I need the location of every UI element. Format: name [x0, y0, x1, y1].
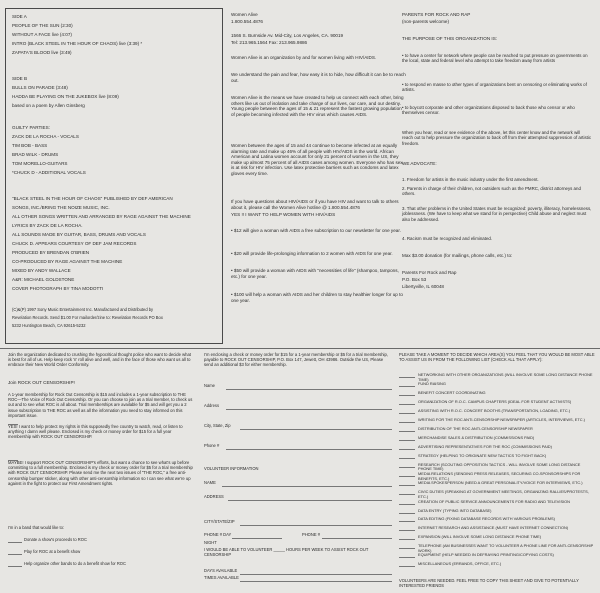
side-b-heading: SIDE B — [12, 76, 28, 81]
pmrr-address-line: Parents For Rock and Rap — [402, 270, 457, 275]
checklist-item-label: DATA EDITING (FIXING DATABASE RECORDS WITH VARIOUS PROBLEMS) — [418, 516, 555, 522]
women-alive-paragraph: If you have questions about HIV/AIDS or if you have HIV and want to talk to others about it, please call the Women Alive hotline @ 1.800.554.4876 — [231, 199, 399, 210]
checkbox-blank-line[interactable] — [399, 386, 415, 387]
checklist-intro: PLEASE TAKE A MOMENT TO DECIDE WHICH AREA(S) YOU FEEL THAT YOU WOULD BE MOST ABLE TO ASSIST US IN FROM THE FOLLOWING LIST (CHECK ALL THAT APPLY): — [399, 352, 595, 362]
address-input-line[interactable] — [226, 409, 392, 410]
checkbox-blank-line[interactable] — [399, 504, 415, 505]
women-alive-paragraph: We understand the pain and fear, how easy it is to hide, how difficult it can be to reach out. — [231, 72, 406, 83]
legal-line: Revelation Records. Send $1.00 For mailorder/zine to: Revelation Records PO Box — [12, 315, 163, 320]
form-field-label: Name — [204, 383, 215, 388]
pmrr-advocate-heading: WE ADVOCATE: — [402, 161, 437, 166]
pmrr-advocate-point: 4. Racism must be recognized and eliminated. — [402, 236, 493, 241]
donation-option: • $100 will help a woman with AIDS and her children to stay healthier longer for up to one year. — [231, 292, 403, 303]
band-checkbox-line[interactable] — [8, 554, 22, 555]
checkbox-blank-line[interactable] — [399, 431, 415, 432]
checkbox-blank-line[interactable] — [399, 539, 415, 540]
checkbox-blank-line[interactable] — [399, 566, 415, 567]
side-a-heading: SIDE A — [12, 14, 27, 19]
pmrr-donation-note: Max $3.00 donation (for mailings, phone calls, etc.) to: — [402, 253, 513, 258]
donation-option: • $50 will provide a woman with AIDS with "necessities of life" (shampoo, tampons, etc.) for one year. — [231, 268, 399, 279]
women-alive-phone: 1.800.554.4876 — [231, 19, 263, 24]
checklist-item-label: BENEFIT CONCERT COORDINATING — [418, 390, 486, 396]
form-field-label: City, State, Zip — [204, 423, 231, 428]
checkbox-blank-line[interactable] — [399, 440, 415, 441]
pmrr-subtitle: (non-parents welcome) — [402, 19, 449, 24]
roc-band-heading: I'm in a band that would like to: — [8, 525, 65, 530]
donation-option: • $12 will give a woman with AIDS a free subscription to our newsletter for one year. — [231, 228, 401, 233]
checklist-item-label: ASSISTING WITH R.O.C. CONCERT BOOTHS (TRANSPORTATION, LOADING, ETC.) — [418, 408, 571, 413]
credit-line: SONGS, INC./BRING THE NOIZE MUSIC, INC. — [12, 205, 110, 210]
checkbox-blank-line[interactable] — [399, 395, 415, 396]
roc-membership-paragraph: A 1-year membership for Rock Out Censorship is $15 and includes a 1-year subscription to THE ROC—The Voice of Rock Out Censorship. Or you can choose to join as a trial member, to check us out and to see what ROC is all about. Trial memberships are available for $5 and will get you a 2 issue subscription to THE ROC as well as all the information you need to stay informed on this important issue. — [8, 392, 193, 418]
phone-input-line[interactable] — [226, 449, 392, 450]
checklist-closing: VOLUNTEERS ARE NEEDED. FEEL FREE TO COPY THIS SHEET AND GIVE TO POTENTIALLY INTERESTED FRIENDS — [399, 578, 579, 588]
roc-join-heading: Join ROCK OUT CENSORSHIP! — [8, 380, 75, 385]
credit-line: A&R: MICHAEL GOLDSTONE — [12, 277, 75, 282]
pmrr-advocate-point: 3. That other problems in the United States must be recognized: poverty, illiteracy, homelessness, joblessness. (We have to keep what we stand for in perspective) Child abuse and neglect must also be addressed. — [402, 206, 592, 222]
checklist-item-label: WRITING FOR THE ROC ANTI-CENSORSHIP NEWSPAPER (ARTICLES, INTERVIEWS, ETC.) — [418, 416, 585, 422]
credit-line: ALL OTHER SONGS WRITTEN AND ARRANGED BY RAGE AGAINST THE MACHINE — [12, 214, 191, 219]
times-input-line[interactable] — [240, 581, 392, 582]
credit-line: COVER PHOTOGRAPH BY TINA MODOTTI — [12, 286, 104, 291]
name-input-line[interactable] — [226, 389, 392, 390]
checklist-item-label: CREATION OF PUBLIC SERVICE ANNOUNCEMENTS FOR RADIO AND TELEVISION — [418, 498, 570, 504]
roc-intro: Join the organization dedicated to crushing the hypocritical thought police who want to decide what is best for all of us. Help keep rock 'n' roll alive and well, and in the face of those who want us all to embrace their New World Order Conformity. — [8, 352, 191, 368]
track-note: based on a poem by Allen Ginsberg — [12, 103, 85, 108]
volunteer-field-label: PHONE # — [302, 532, 320, 537]
checkbox-blank-line[interactable] — [399, 485, 415, 486]
band-checkbox-line[interactable] — [8, 566, 22, 567]
volunteer-field-label: CITY/STATE/ZIP — [204, 519, 235, 524]
checklist-item-label: MEDIA RELATIONS (SENDING PRESS RELEASES, SECURING CO-SPONSORSHIPS FOR BENEFITS, ETC.) — [418, 471, 581, 481]
volunteer-address-input[interactable] — [228, 500, 392, 501]
checklist-item-label: DATA ENTRY (TYPING INTO DATABASE) — [418, 507, 492, 513]
checklist-item-label: ORGANIZATION OF R.O.C. CAMPUS CHAPTERS (IDEAL FOR STUDENT ACTIVISTS) — [418, 399, 572, 405]
form-enclosing-note: I'm enclosing a check or money order for $15 for a 1-year membership or $5 for a trial membership, payable to ROCK OUT CENSORSHIP, P.O. Box 147, Jewett, OH 43986. Outside the US, Please send an additional $3 for either membership. — [204, 352, 388, 368]
legal-line: (C)&(P) 1997 Sony Music Entertainment Inc. Manufactured and Distributed by — [12, 307, 154, 312]
women-alive-tel: Tel: 213.965.1564 Fax: 213.965.9886 — [231, 40, 308, 45]
pmrr-advocate-point: 2. Parents in charge of their children, not outsiders such as the PMRC, district attorneys and others. — [402, 186, 581, 197]
track-list-item: INTRO (BLACK STEEL IN THE HOUR OF CHAOS) live (3:39) * — [12, 41, 143, 46]
checkbox-blank-line[interactable] — [399, 449, 415, 450]
band-option: Play for ROC at a benefit show — [24, 549, 81, 554]
credits-box — [5, 8, 223, 344]
pmrr-purpose-point: • to boycott corporate and other organizations disposed to back those who censor or who themselves censor. — [402, 105, 575, 116]
days-input-line[interactable] — [240, 574, 392, 575]
checkbox-blank-line[interactable] — [399, 548, 415, 549]
volunteer-name-input[interactable] — [222, 486, 392, 487]
pmrr-advocate-point: 1. Freedom for artists in the music industry under the first amendment. — [402, 177, 539, 182]
women-alive-yes-line: YES !! I WANT TO HELP WOMEN WITH HIV/AIDS — [231, 212, 336, 217]
women-alive-title: Women Alive — [231, 12, 258, 17]
checklist-item-label: DISTRIBUTION OF THE ROC ANTI-CENSORSHIP NEWSPAPER — [418, 426, 533, 432]
band-option: Donate a show's proceeds to ROC — [24, 537, 87, 542]
credit-line: ALL SOUNDS MADE BY GUITAR, BASS, DRUMS AND VOCALS — [12, 232, 146, 237]
pmrr-address-line: P.O. Box 53 — [402, 277, 427, 282]
checkbox-blank-line[interactable] — [399, 494, 415, 495]
checklist-item-label: TELEPHONE (AM BUSINESSES WANT TO VOLUNTEER A PHONE LINE FOR ANTI-CENSORSHIP WORK) — [418, 543, 594, 553]
credit-line: CHUCK D. APPEARS COURTESY OF DEF JAM RECORDS — [12, 241, 137, 246]
band-member: TIM BOB - BASS — [12, 143, 48, 148]
band-option: Help organize other bands to do a benefit show for ROC — [24, 561, 126, 566]
checklist-item-label: STRATEGY (HELPING TO ORIGINATE NEW TACTICS TO FIGHT BACK) — [418, 452, 547, 458]
checklist-item-label: CIVIC DUTIES (SPEAKING AT GOVERNMENT MEETINGS, ORGANIZING RALLIES/PROTESTS, ETC.) — [418, 489, 589, 499]
band-member: BRAD WILK - DRUMS — [12, 152, 59, 157]
checkbox-blank-line[interactable] — [399, 413, 415, 414]
legal-line: 5232 Huntington Beach, CA 92615-5232 — [12, 323, 86, 328]
track-list-item: HADDA BE PLAYING ON THE JUKEBOX live (8:09) — [12, 94, 119, 99]
form-field-label: Phone # — [204, 443, 220, 448]
pmrr-purpose-point: • to have a center for network where people can be reached to put pressure on governments on the local, state and federal level who attempt to take freedom away from artists — [402, 53, 588, 64]
volunteer-info-heading: VOLUNTEER INFORMATION — [204, 466, 259, 471]
checkbox-blank-line[interactable] — [399, 557, 415, 558]
women-alive-paragraph: Women Alive is an organization by and for women living with HIV/AIDS. — [231, 55, 377, 60]
phone-day-input[interactable] — [232, 538, 282, 539]
band-member: TOM MORELLO-GUITARS — [12, 161, 68, 166]
phone-second-input[interactable] — [322, 538, 392, 539]
checkbox-blank-line[interactable] — [399, 404, 415, 405]
checklist-item-label: NETWORKING WITH OTHER ORGANIZATIONS (WILL INVOLVE SOME LONG DISTANCE PHONE TIME) — [418, 372, 593, 382]
credit-line: PRODUCED BY BRENDAN O'BRIEN — [12, 250, 90, 255]
track-list-item: BULLS ON PARADE (3:48) — [12, 85, 68, 90]
form-field-label: Address — [204, 403, 220, 408]
track-list-item: PEOPLE OF THE SUN (2:30) — [12, 23, 73, 28]
pmrr-address-line: Libertyville, IL 60048 — [402, 284, 444, 289]
pmrr-paragraph: When you hear, read or see evidence of the above, let this center know and the network will reach out to help pressure the organization to back off from their attempted suppression of artistic freedom. — [402, 130, 592, 146]
women-alive-paragraph: Women Alive is the means we have created to help us connect with each other, bring others like us out of isolation and take charge of our lives, our care, and our destiny. Young people between the ages of 15 & 21 represent the fastest growing population of people becoming infected with the HIV virus which causes AIDS. — [231, 95, 404, 117]
roc-maybe-option: MAYBE! I support ROCK OUT CENSORSHIP's efforts, but want a chance to see what's up before committing to a full membership. Enclosed is my check or money order for $5 for a trial membership with ROCK OUT CENSORSHIP. Please send me the next two issues of "THE ROC," a free anti-censorship bumper sticker, along with other anti-censorship information so I can see what we're up against in the fight to protect our First Amendment rights. — [8, 460, 193, 486]
women-alive-paragraph: Women between the ages of 15 and 44 continue to become infected at an equally alarming rate and make up 46% of all people with HIV/AIDS in the world. African American and Latina women account for only 21 percent of women in the US, they make up almost 75 percent of all AIDS cases among women. Everyone who has sex is at risk for HIV infection. Use latex protective barriers such as condoms and latex gloves every time. — [231, 143, 403, 176]
band-member: ZACK DE LA ROCHA - VOCALS — [12, 134, 79, 139]
band-member: *CHUCK D - ADDITIONAL VOCALS — [12, 170, 86, 175]
checklist-item-label: INTERNET RESEARCH AND ASSISTANCE (MUST HAVE INTERNET CONNECTION) — [418, 525, 569, 531]
volunteer-field-label: TIMES AVAILABLE — [204, 575, 239, 580]
pmrr-purpose-point: • to respond en masse to other types of organizations bent on censoring or eliminating works of artists. — [402, 82, 587, 93]
checkbox-blank-line[interactable] — [399, 467, 415, 468]
checklist-item-label: ADVERTISING REPRESENTATIVES FOR THE ROC (COMMISSIONS PAID) — [418, 444, 552, 449]
credit-line: MIXED BY ANDY WALLACE — [12, 268, 71, 273]
guilty-parties-heading: GUILTY PARTIES: — [12, 125, 50, 130]
pmrr-purpose-heading: THE PURPOSE OF THIS ORGANIZATION IS: — [402, 36, 498, 41]
checklist-item-label: MEDIA SPOKESPERSON (NEED A GREAT PERSONALITY/VOICE FOR INTERVIEWS, ETC.) — [418, 480, 583, 486]
checkbox-blank-line[interactable] — [399, 476, 415, 477]
roc-yes-option: YES! I want to help protect my rights in this supposedly free country to watch, read, or listen to anything I damn well please. Enclosed is my check or money order for $15 for a full year membership with ROCK OUT CENSORSHIP. — [8, 424, 183, 440]
checkbox-blank-line[interactable] — [399, 530, 415, 531]
checkbox-blank-line[interactable] — [399, 521, 415, 522]
checklist-item-label: MISCELLANEOUS (ERRANDS, OFFICE, ETC.) — [418, 561, 502, 567]
credit-line: CO-PRODUCED BY RAGE AGAINST THE MACHINE — [12, 259, 123, 264]
volunteer-hours-line: I WOULD BE ABLE TO VOLUNTEER _____ HOURS PER WEEK TO ASSIST ROCK OUT CENSORSHIP — [204, 547, 369, 557]
credit-line: "BLACK STEEL IN THE HOUR OF CHAOS" PUBLISHED BY DEF AMERICAN — [12, 196, 173, 201]
checkbox-blank-line[interactable] — [399, 513, 415, 514]
volunteer-field-label: ADDRESS — [204, 494, 224, 499]
checklist-item-label: EQUIPMENT (HELP NEEDED IN DEFRAYING PRINTING/COPYING COSTS) — [418, 552, 554, 558]
city-input-line[interactable] — [240, 429, 392, 430]
checklist-item-label: EXPANSION (WILL INVOLVE SOME LONG DISTANCE PHONE TIME) — [418, 534, 542, 540]
checkbox-blank-line[interactable] — [399, 422, 415, 423]
checkbox-blank-line[interactable] — [399, 377, 415, 378]
checklist-item-label: RESEARCH (SCOUTING OPPOSITION TACTICS - WILL INVOLVE SOME LONG DISTANCE PHONE TIME) — [418, 461, 581, 472]
band-checkbox-line[interactable] — [8, 542, 22, 543]
volunteer-field-label: DAYS AVAILABLE — [204, 568, 238, 573]
checklist-item-label: FUND RAISING — [418, 381, 446, 387]
volunteer-field-label: PHONE # DAY — [204, 532, 232, 537]
track-list-item: WITHOUT A FACE live (4:07) — [12, 32, 72, 37]
donation-option: • $20 will provide life-prolonging information to 2 women with AIDS for one year. — [231, 251, 393, 256]
section-divider — [0, 348, 600, 349]
checklist-item-label: MERCHANDISE SALES & DISTRIBUTION (COMMISSIONS PAID) — [418, 435, 535, 441]
checkbox-blank-line[interactable] — [399, 458, 415, 459]
volunteer-field-label: NIGHT — [204, 540, 217, 545]
credit-line: LYRICS BY ZACK DE LA ROCHA. — [12, 223, 83, 228]
pmrr-title: PARENTS FOR ROCK AND RAP — [402, 12, 471, 17]
track-list-item: ZAPATA'S BLOOD live (3:49) — [12, 50, 72, 55]
women-alive-address: 1566 S. Burnside Av. Mid-City, Los Angeles, CA. 90019 — [231, 33, 344, 38]
volunteer-city-input[interactable] — [240, 525, 392, 526]
volunteer-field-label: NAME — [204, 480, 216, 485]
